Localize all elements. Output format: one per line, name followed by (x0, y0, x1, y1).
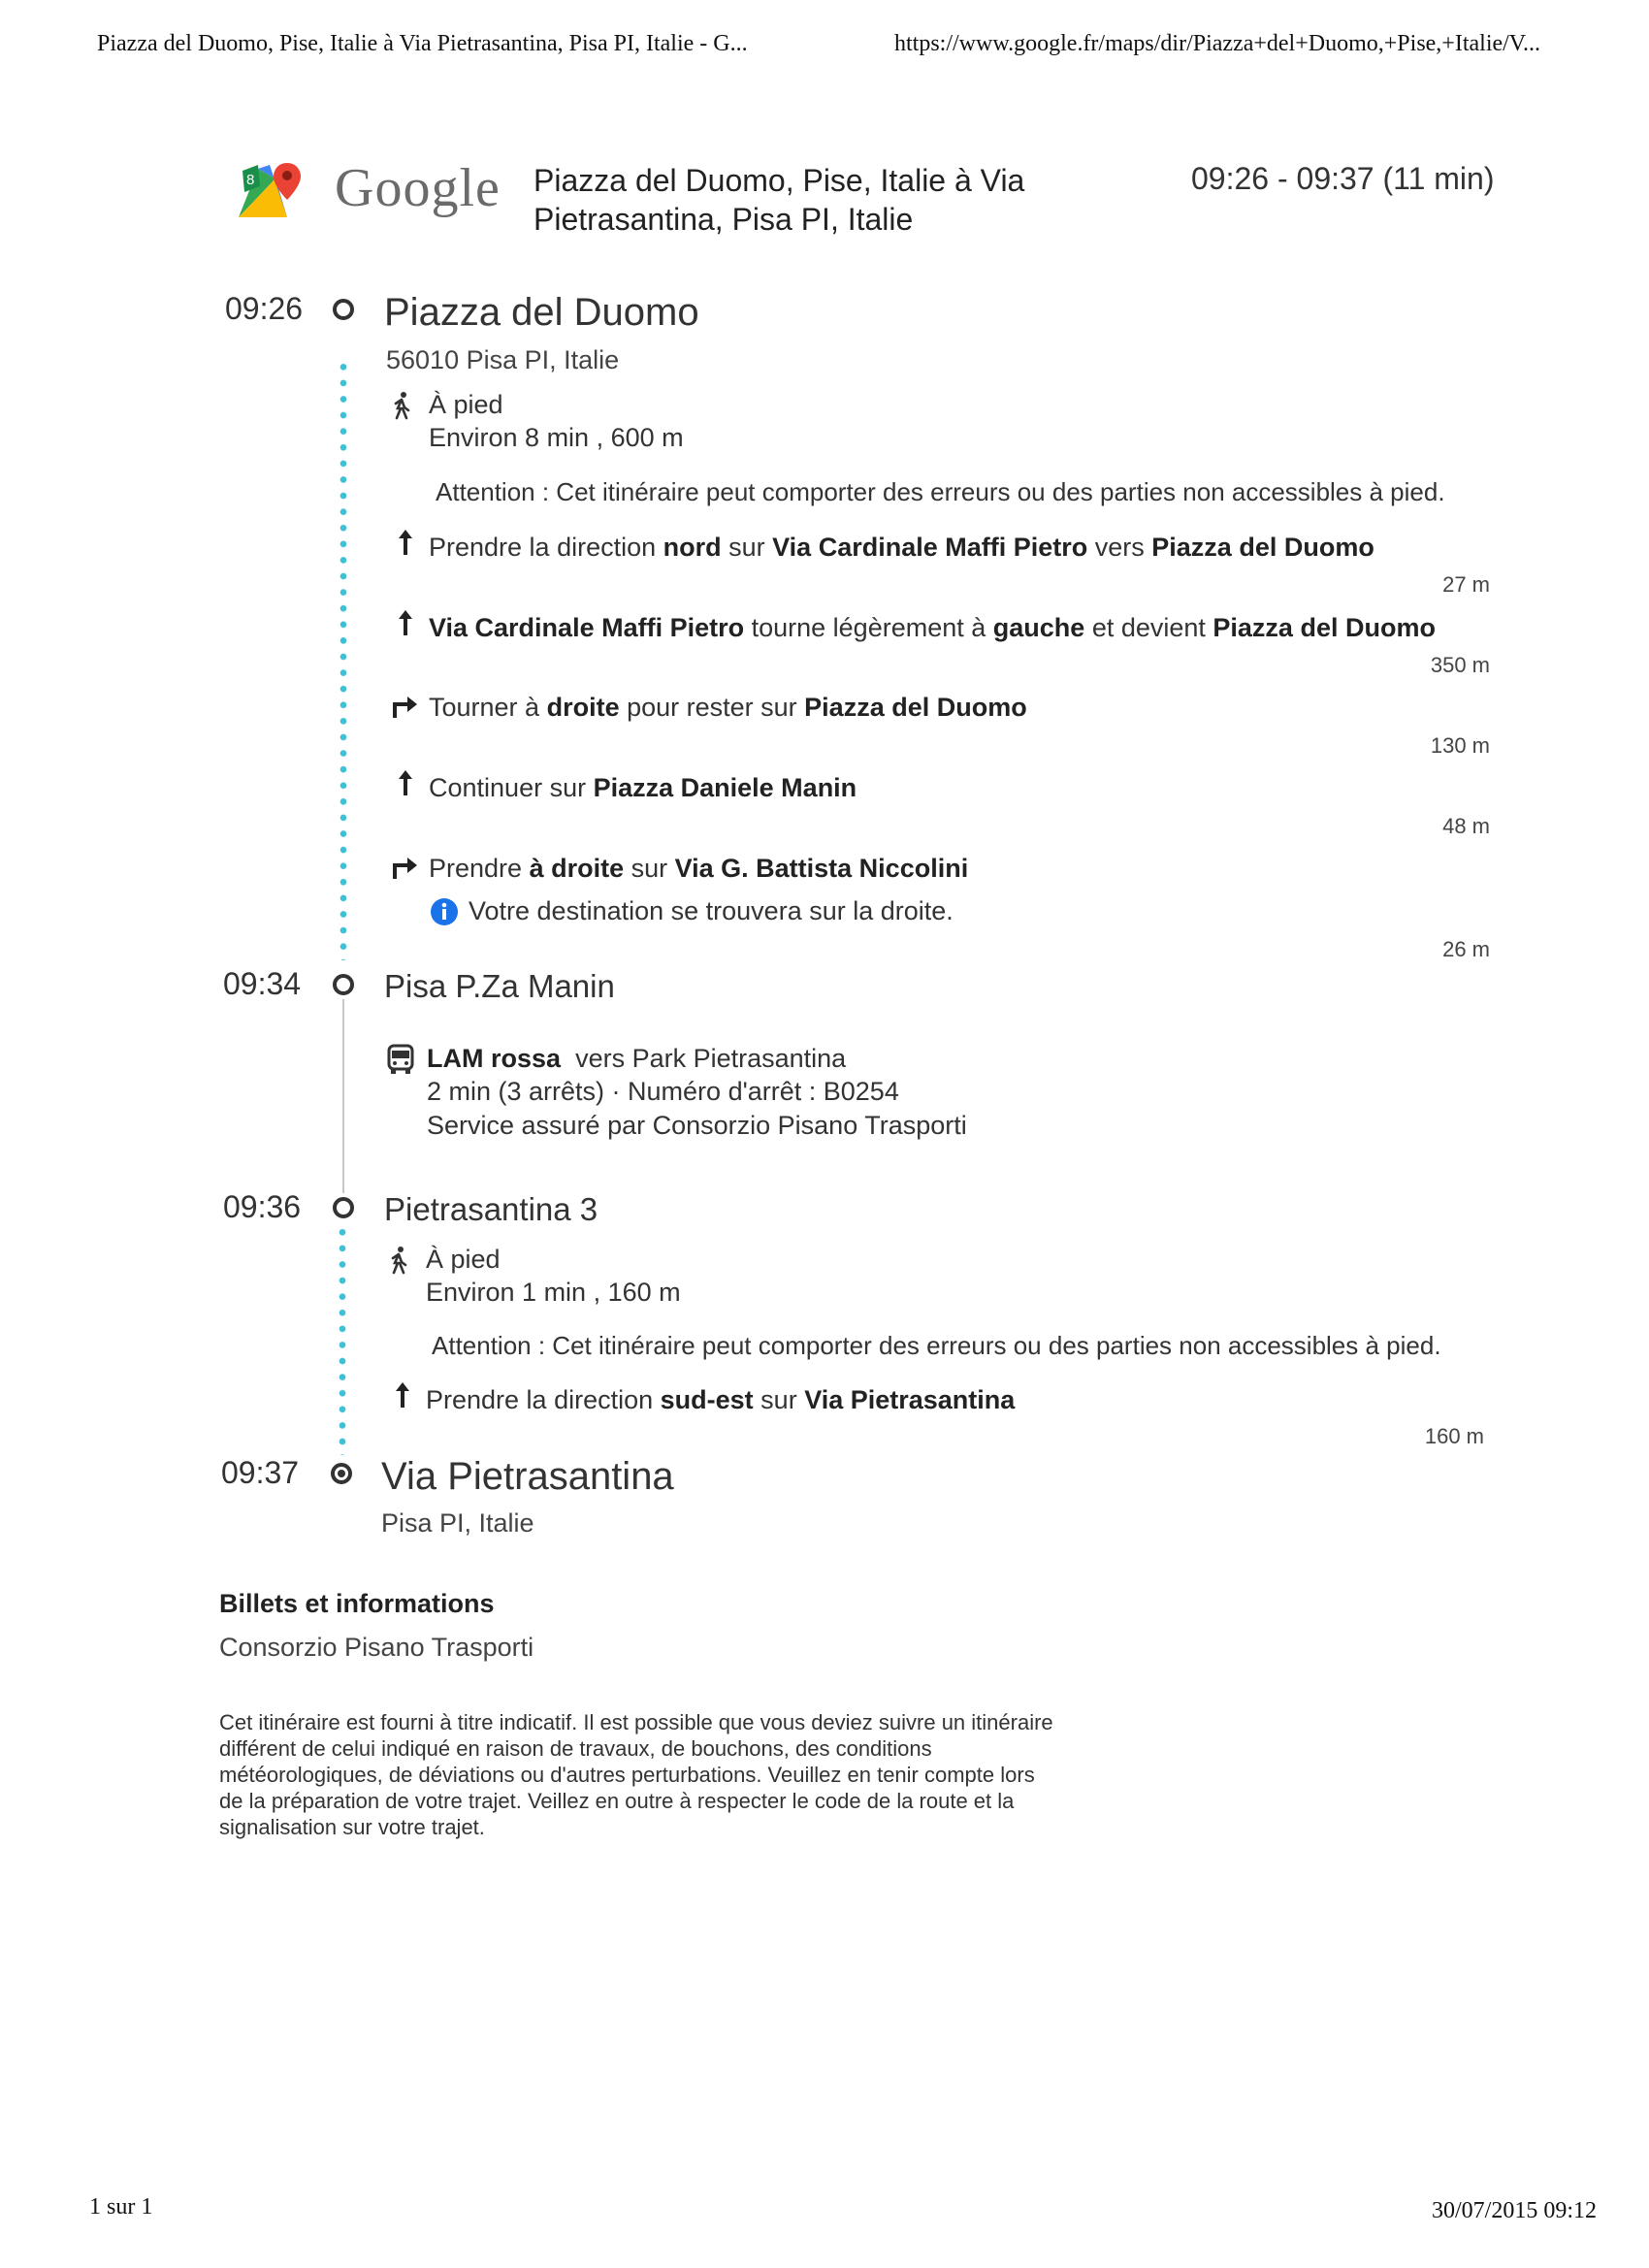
direction-step: Prendre la direction sud-est sur Via Pietrasantina (426, 1385, 1016, 1414)
info-icon (430, 897, 459, 926)
step-note: Votre destination se trouvera sur la droite. (469, 896, 954, 925)
print-datetime: 30/07/2015 09:12 (1432, 2198, 1598, 2223)
stop-marker (333, 299, 354, 320)
transit-route-line (342, 999, 344, 1193)
walk-icon (387, 1246, 410, 1275)
walk-mode: À pied (426, 1245, 501, 1274)
step-distance: 48 m (1442, 814, 1490, 838)
print-page-url: https://www.google.fr/maps/dir/Piazza+del+Duomo,+Pise,+Italie/V... (894, 31, 1541, 56)
arrow-up-icon (394, 768, 417, 797)
walk-summary: Environ 8 min , 600 m (429, 423, 684, 452)
walk-warning: Attention : Cet itinéraire peut comporter des erreurs ou des parties non accessibles à pied. (436, 477, 1445, 506)
step-distance: 27 m (1442, 572, 1490, 597)
disclaimer: Cet itinéraire est fourni à titre indicatif. Il est possible que vous deviez suivre un itinéraire différent de celui indiqué en raison de travaux, de bouchons, des conditions météorologiques, de déviations ou d'autres perturbations. Veuillez en tenir compte lors de la préparation de votre trajet. Veillez en outre à respecter le code de la route et la signalisation sur votre trajet. (219, 1710, 1053, 1839)
walk-warning: Attention : Cet itinéraire peut comporter des erreurs ou des parties non accessibles à pied. (432, 1331, 1441, 1360)
stop-name: Via Pietrasantina (381, 1455, 674, 1498)
walk-route-line (339, 1224, 346, 1455)
transit-line: LAM rossa vers Park Pietrasantina (427, 1044, 847, 1073)
step-distance: 26 m (1442, 937, 1490, 961)
stop-marker (333, 1197, 354, 1218)
stop-address: 56010 Pisa PI, Italie (386, 345, 620, 374)
transit-line-name: LAM rossa (427, 1044, 562, 1073)
arrow-up-icon (394, 528, 417, 557)
stop-time: 09:34 (223, 966, 302, 1001)
step-distance: 160 m (1424, 1424, 1484, 1448)
stop-time: 09:37 (221, 1455, 300, 1490)
google-logo: Google (335, 158, 501, 218)
turn-right-icon (390, 852, 419, 881)
direction-step: Continuer sur Piazza Daniele Manin (429, 773, 857, 802)
walk-summary: Environ 1 min , 160 m (426, 1278, 681, 1307)
stop-name: Piazza del Duomo (384, 291, 699, 334)
route-time-range: 09:26 - 09:37 (11 min) (1191, 161, 1495, 196)
stop-name: Pietrasantina 3 (384, 1191, 598, 1227)
destination-marker (331, 1463, 352, 1484)
stop-time: 09:36 (223, 1189, 302, 1224)
stop-marker (333, 974, 354, 995)
transit-operator: Service assuré par Consorzio Pisano Trasporti (427, 1111, 967, 1140)
stop-address: Pisa PI, Italie (381, 1508, 534, 1538)
transit-detail: 2 min (3 arrêts) · Numéro d'arrêt : B0254 (427, 1077, 899, 1106)
tickets-operator: Consorzio Pisano Trasporti (219, 1633, 534, 1662)
turn-right-icon (390, 691, 419, 720)
route-title: Piazza del Duomo, Pise, Italie à Via Pietrasantina, Pisa PI, Italie (534, 163, 1025, 237)
walk-icon (390, 391, 413, 420)
svg-text:8: 8 (246, 172, 255, 188)
arrow-up-icon (394, 608, 417, 637)
stop-name: Pisa P.Za Manin (384, 968, 615, 1004)
print-page-number: 1 sur 1 (89, 2194, 153, 2219)
step-distance: 130 m (1430, 733, 1490, 758)
direction-step: Via Cardinale Maffi Pietro tourne légèrement à gauche et devient Piazza del Duomo (429, 613, 1436, 642)
direction-step: Prendre à droite sur Via G. Battista Niccolini (429, 854, 969, 883)
bus-icon (386, 1044, 415, 1075)
print-page-title: Piazza del Duomo, Pise, Italie à Via Pietrasantina, Pisa PI, Italie - G... (97, 31, 748, 56)
direction-step: Tourner à droite pour rester sur Piazza del Duomo (429, 693, 1027, 722)
tickets-title: Billets et informations (219, 1589, 495, 1618)
arrow-up-icon (391, 1380, 414, 1409)
walk-route-line (340, 359, 347, 960)
maps-pin-icon (237, 161, 305, 221)
stop-time: 09:26 (225, 291, 304, 326)
direction-step: Prendre la direction nord sur Via Cardinale Maffi Pietro vers Piazza del Duomo (429, 533, 1374, 562)
step-distance: 350 m (1430, 653, 1490, 677)
walk-mode: À pied (429, 390, 503, 419)
